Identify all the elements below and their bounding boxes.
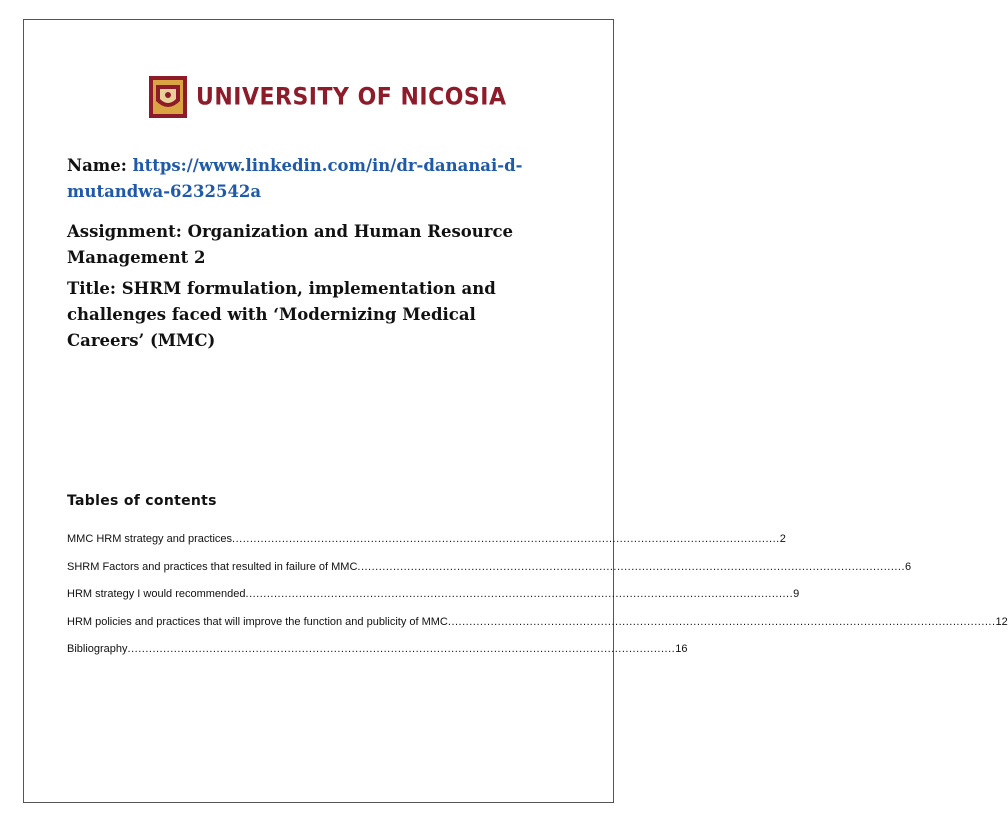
toc-item-page: 9 — [793, 588, 800, 600]
name-label: Name: — [67, 156, 127, 175]
university-seal-icon — [148, 75, 188, 119]
toc-item-text: Bibliography — [67, 643, 128, 655]
toc-item-page: 2 — [779, 533, 786, 545]
toc-item[interactable] — [67, 533, 786, 545]
toc-item[interactable] — [67, 616, 1008, 628]
document-title: Title: SHRM formulation, implementation and challenges faced with ‘Modernizing Medical Careers’ (MMC) — [67, 279, 496, 350]
toc-leader-dots: .......................................................................................................................................................... — [357, 561, 906, 573]
toc-heading: Tables of contents — [67, 493, 217, 509]
toc-leader-dots: .......................................................................................................................................................... — [127, 643, 676, 655]
student-name — [67, 153, 547, 205]
toc-leader-dots: .......................................................................................................................................................... — [245, 588, 794, 600]
toc-item-page: 16 — [675, 643, 688, 655]
toc-item-text: HRM strategy I would recommended — [67, 588, 246, 600]
toc-item[interactable] — [67, 561, 912, 573]
university-name: UNIVERSITY OF NICOSIA — [196, 83, 507, 111]
toc-item-text: SHRM Factors and practices that resulted in failure of MMC — [67, 561, 358, 573]
toc-item-page: 12 — [995, 616, 1008, 628]
toc-leader-dots: .......................................................................................................................................................... — [232, 533, 780, 545]
toc-item-text: MMC HRM strategy and practices — [67, 533, 233, 545]
linkedin-link[interactable]: https://www.linkedin.com/in/dr-dananai-d-mutandwa-6232542a — [67, 156, 523, 201]
toc-item[interactable] — [67, 643, 688, 655]
page-border — [23, 19, 614, 803]
toc-leader-dots: .......................................................................................................................................................... — [447, 616, 996, 628]
toc-item-text: HRM policies and practices that will improve the function and publicity of MMC — [67, 616, 448, 628]
toc-item-page: 6 — [905, 561, 912, 573]
toc-item[interactable] — [67, 588, 800, 600]
assignment-title: Assignment: Organization and Human Resource Management 2 — [67, 222, 514, 267]
university-logo — [148, 75, 506, 119]
